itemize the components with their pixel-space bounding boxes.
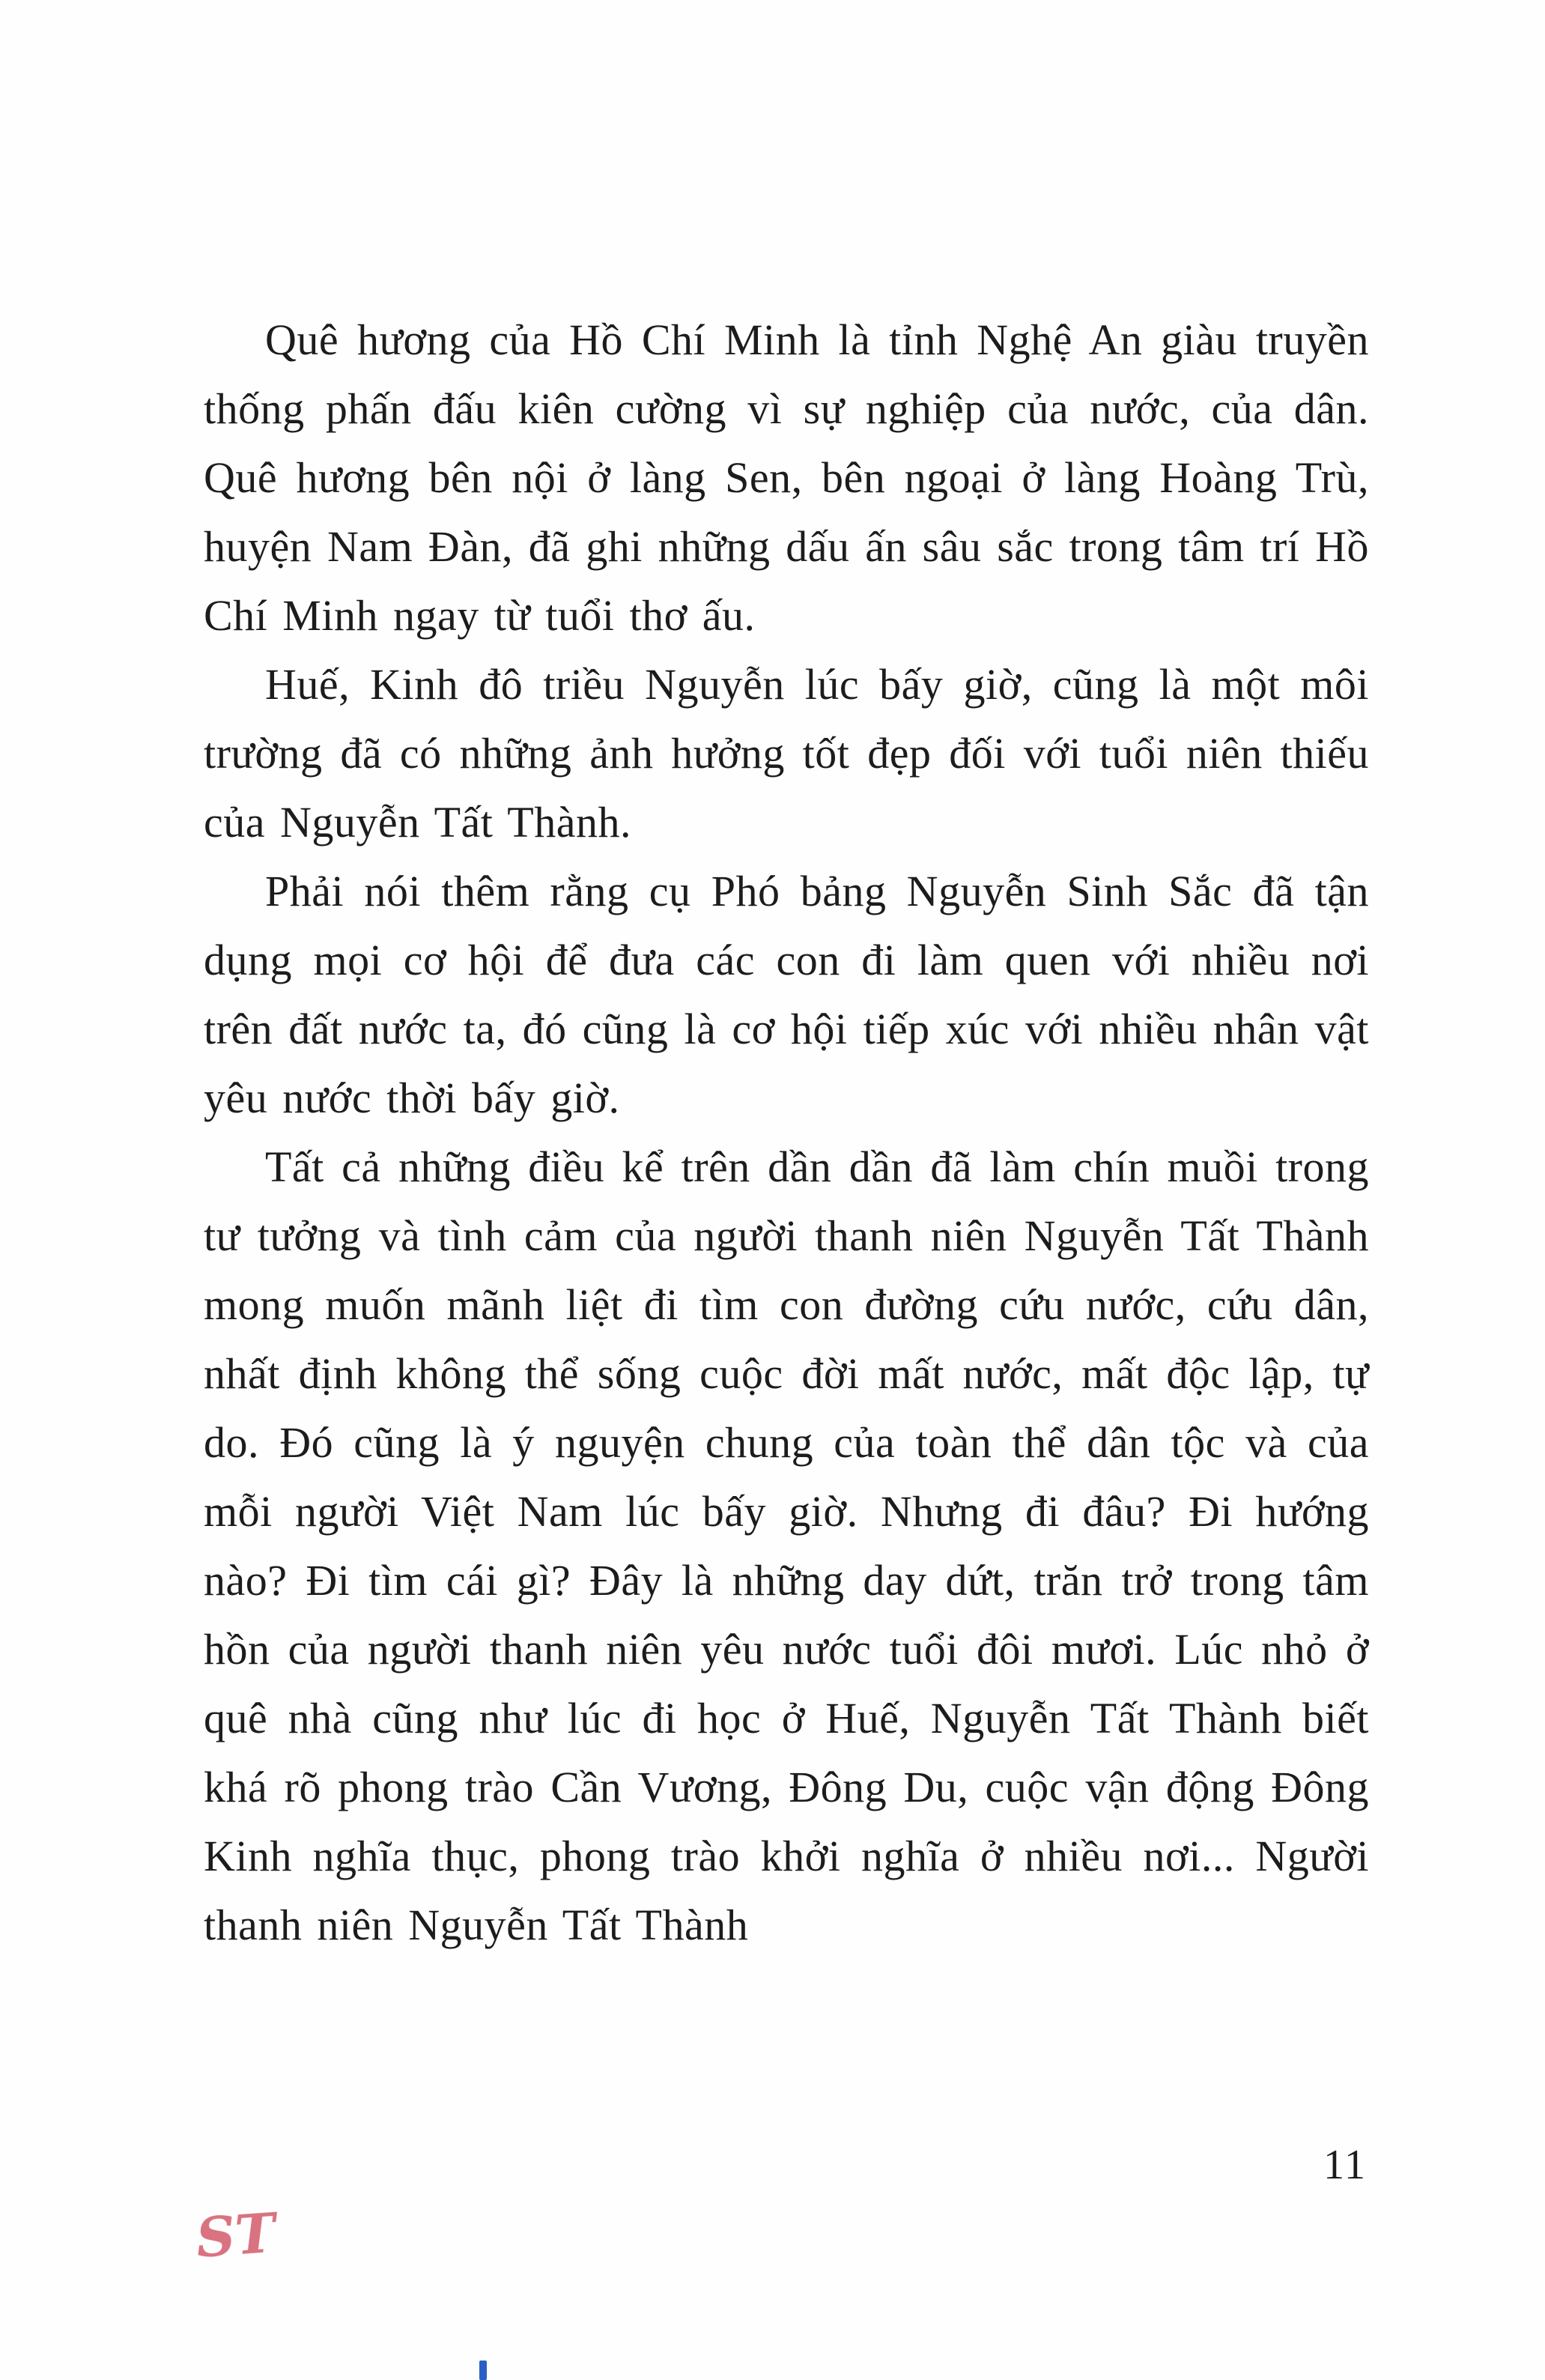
page-number: 11 — [1323, 2142, 1367, 2188]
paragraph: Huế, Kinh đô triều Nguyễn lúc bấy giờ, cũng là một môi trường đã có những ảnh hưởng tốt đẹp đối với tuổi niên thiếu của Nguyễn Tất Thành. — [204, 660, 1369, 847]
publisher-logo: ST — [194, 2200, 278, 2270]
body-text — [204, 306, 1369, 1960]
scan-artifact-mark — [479, 2361, 487, 2380]
paragraph: Phải nói thêm rằng cụ Phó bảng Nguyễn Sinh Sắc đã tận dụng mọi cơ hội để đưa các con đi làm quen với nhiều nơi trên đất nước ta, đó cũng là cơ hội tiếp xúc với nhiều nhân vật yêu nước thời bấy giờ. — [204, 867, 1369, 1122]
paragraph: Quê hương của Hồ Chí Minh là tỉnh Nghệ An giàu truyền thống phấn đấu kiên cường vì sự nghiệp của nước, của dân. Quê hương bên nội ở làng Sen, bên ngoại ở làng Hoàng Trù, huyện Nam Đàn, đã ghi những dấu ấn sâu sắc trong tâm trí Hồ Chí Minh ngay từ tuổi thơ ấu. — [204, 315, 1369, 640]
paragraph: Tất cả những điều kể trên dần dần đã làm chín muồi trong tư tưởng và tình cảm của người thanh niên Nguyễn Tất Thành mong muốn mãnh liệt đi tìm con đường cứu nước, cứu dân, nhất định không thể sống cuộc đời mất nước, mất độc lập, tự do. Đó cũng là ý nguyện chung của toàn thể dân tộc và của mỗi người Việt Nam lúc bấy giờ. Nhưng đi đâu? Đi hướng nào? Đi tìm cái gì? Đây là những day dứt, trăn trở trong tâm hồn của người thanh niên yêu nước tuổi đôi mươi. Lúc nhỏ ở quê nhà cũng như lúc đi học ở Huế, Nguyễn Tất Thành biết khá rõ phong trào Cần Vương, Đông Du, cuộc vận động Đông Kinh nghĩa thục, phong trào khởi nghĩa ở nhiều nơi... Người thanh niên Nguyễn Tất Thành — [204, 1142, 1369, 1949]
